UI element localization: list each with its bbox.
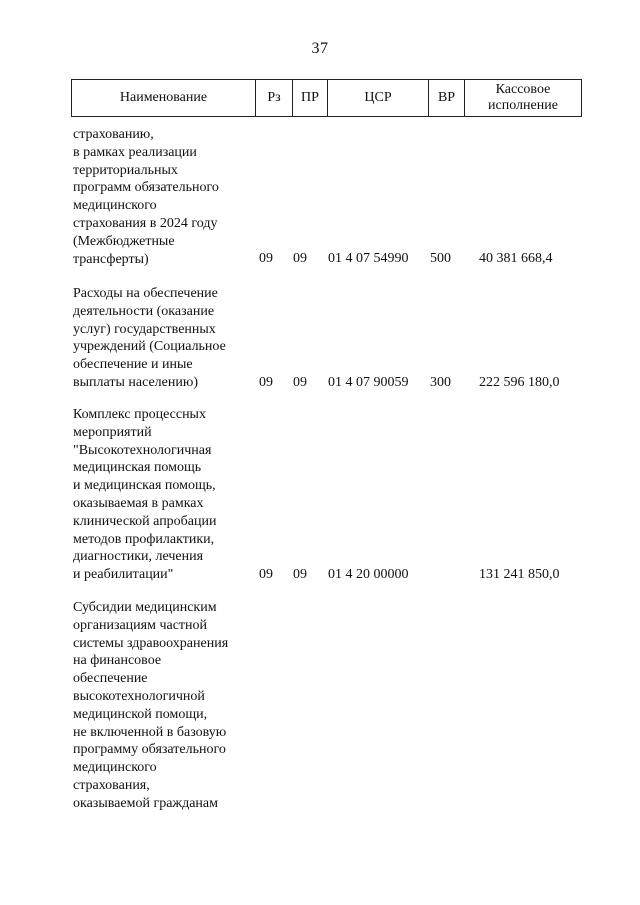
row-rz: 09 xyxy=(259,375,273,390)
row-csr: 01 4 20 00000 xyxy=(328,567,409,582)
table-row xyxy=(71,599,582,819)
row-vr: 500 xyxy=(430,251,451,266)
row-name: страхованию, в рамках реализации территориальных программ обязательного медицинского страхования в 2024 году (Межбюджетные трансферты) xyxy=(73,127,219,267)
row-name: Расходы на обеспечение деятельности (оказание услуг) государственных учреждений (Социальное обеспечение и иные выплаты населению) xyxy=(73,286,226,390)
row-rz: 09 xyxy=(259,567,273,582)
row-amount: 40 381 668,4 xyxy=(479,251,553,266)
row-name: Комплекс процессных мероприятий "Высокотехнологичная медицинская помощь и медицинская помощь, оказываемая в рамках клинической апробации методов профилактики, диагностики, лечения и реабилитации" xyxy=(73,407,217,583)
row-vr: 300 xyxy=(430,375,451,390)
row-amount: 222 596 180,0 xyxy=(479,375,560,390)
row-name: Субсидии медицинским организациям частной системы здравоохранения на финансовое обеспечение высокотехнологичной медицинской помощи, не включенной в базовую программу обязательного медицинского страхования, оказываемой гражданам xyxy=(73,600,229,811)
table-row xyxy=(71,406,582,586)
page-number: 37 xyxy=(311,40,329,57)
table-header xyxy=(71,79,582,117)
row-pr: 09 xyxy=(293,375,307,390)
header-kassovoe: Кассовое исполнение xyxy=(464,80,581,116)
row-csr: 01 4 07 54990 xyxy=(328,251,409,266)
table-row xyxy=(71,126,582,271)
table-row xyxy=(71,285,582,395)
header-name: Наименование xyxy=(119,90,208,105)
row-amount: 131 241 850,0 xyxy=(479,567,560,582)
header-vr: ВР xyxy=(428,80,464,116)
header-pr: ПР xyxy=(292,80,327,116)
row-csr: 01 4 07 90059 xyxy=(328,375,409,390)
header-rz: Рз xyxy=(255,80,292,116)
row-rz: 09 xyxy=(259,251,273,266)
header-csr: ЦСР xyxy=(327,80,428,116)
row-pr: 09 xyxy=(293,251,307,266)
budget-table xyxy=(71,79,582,811)
row-pr: 09 xyxy=(293,567,307,582)
